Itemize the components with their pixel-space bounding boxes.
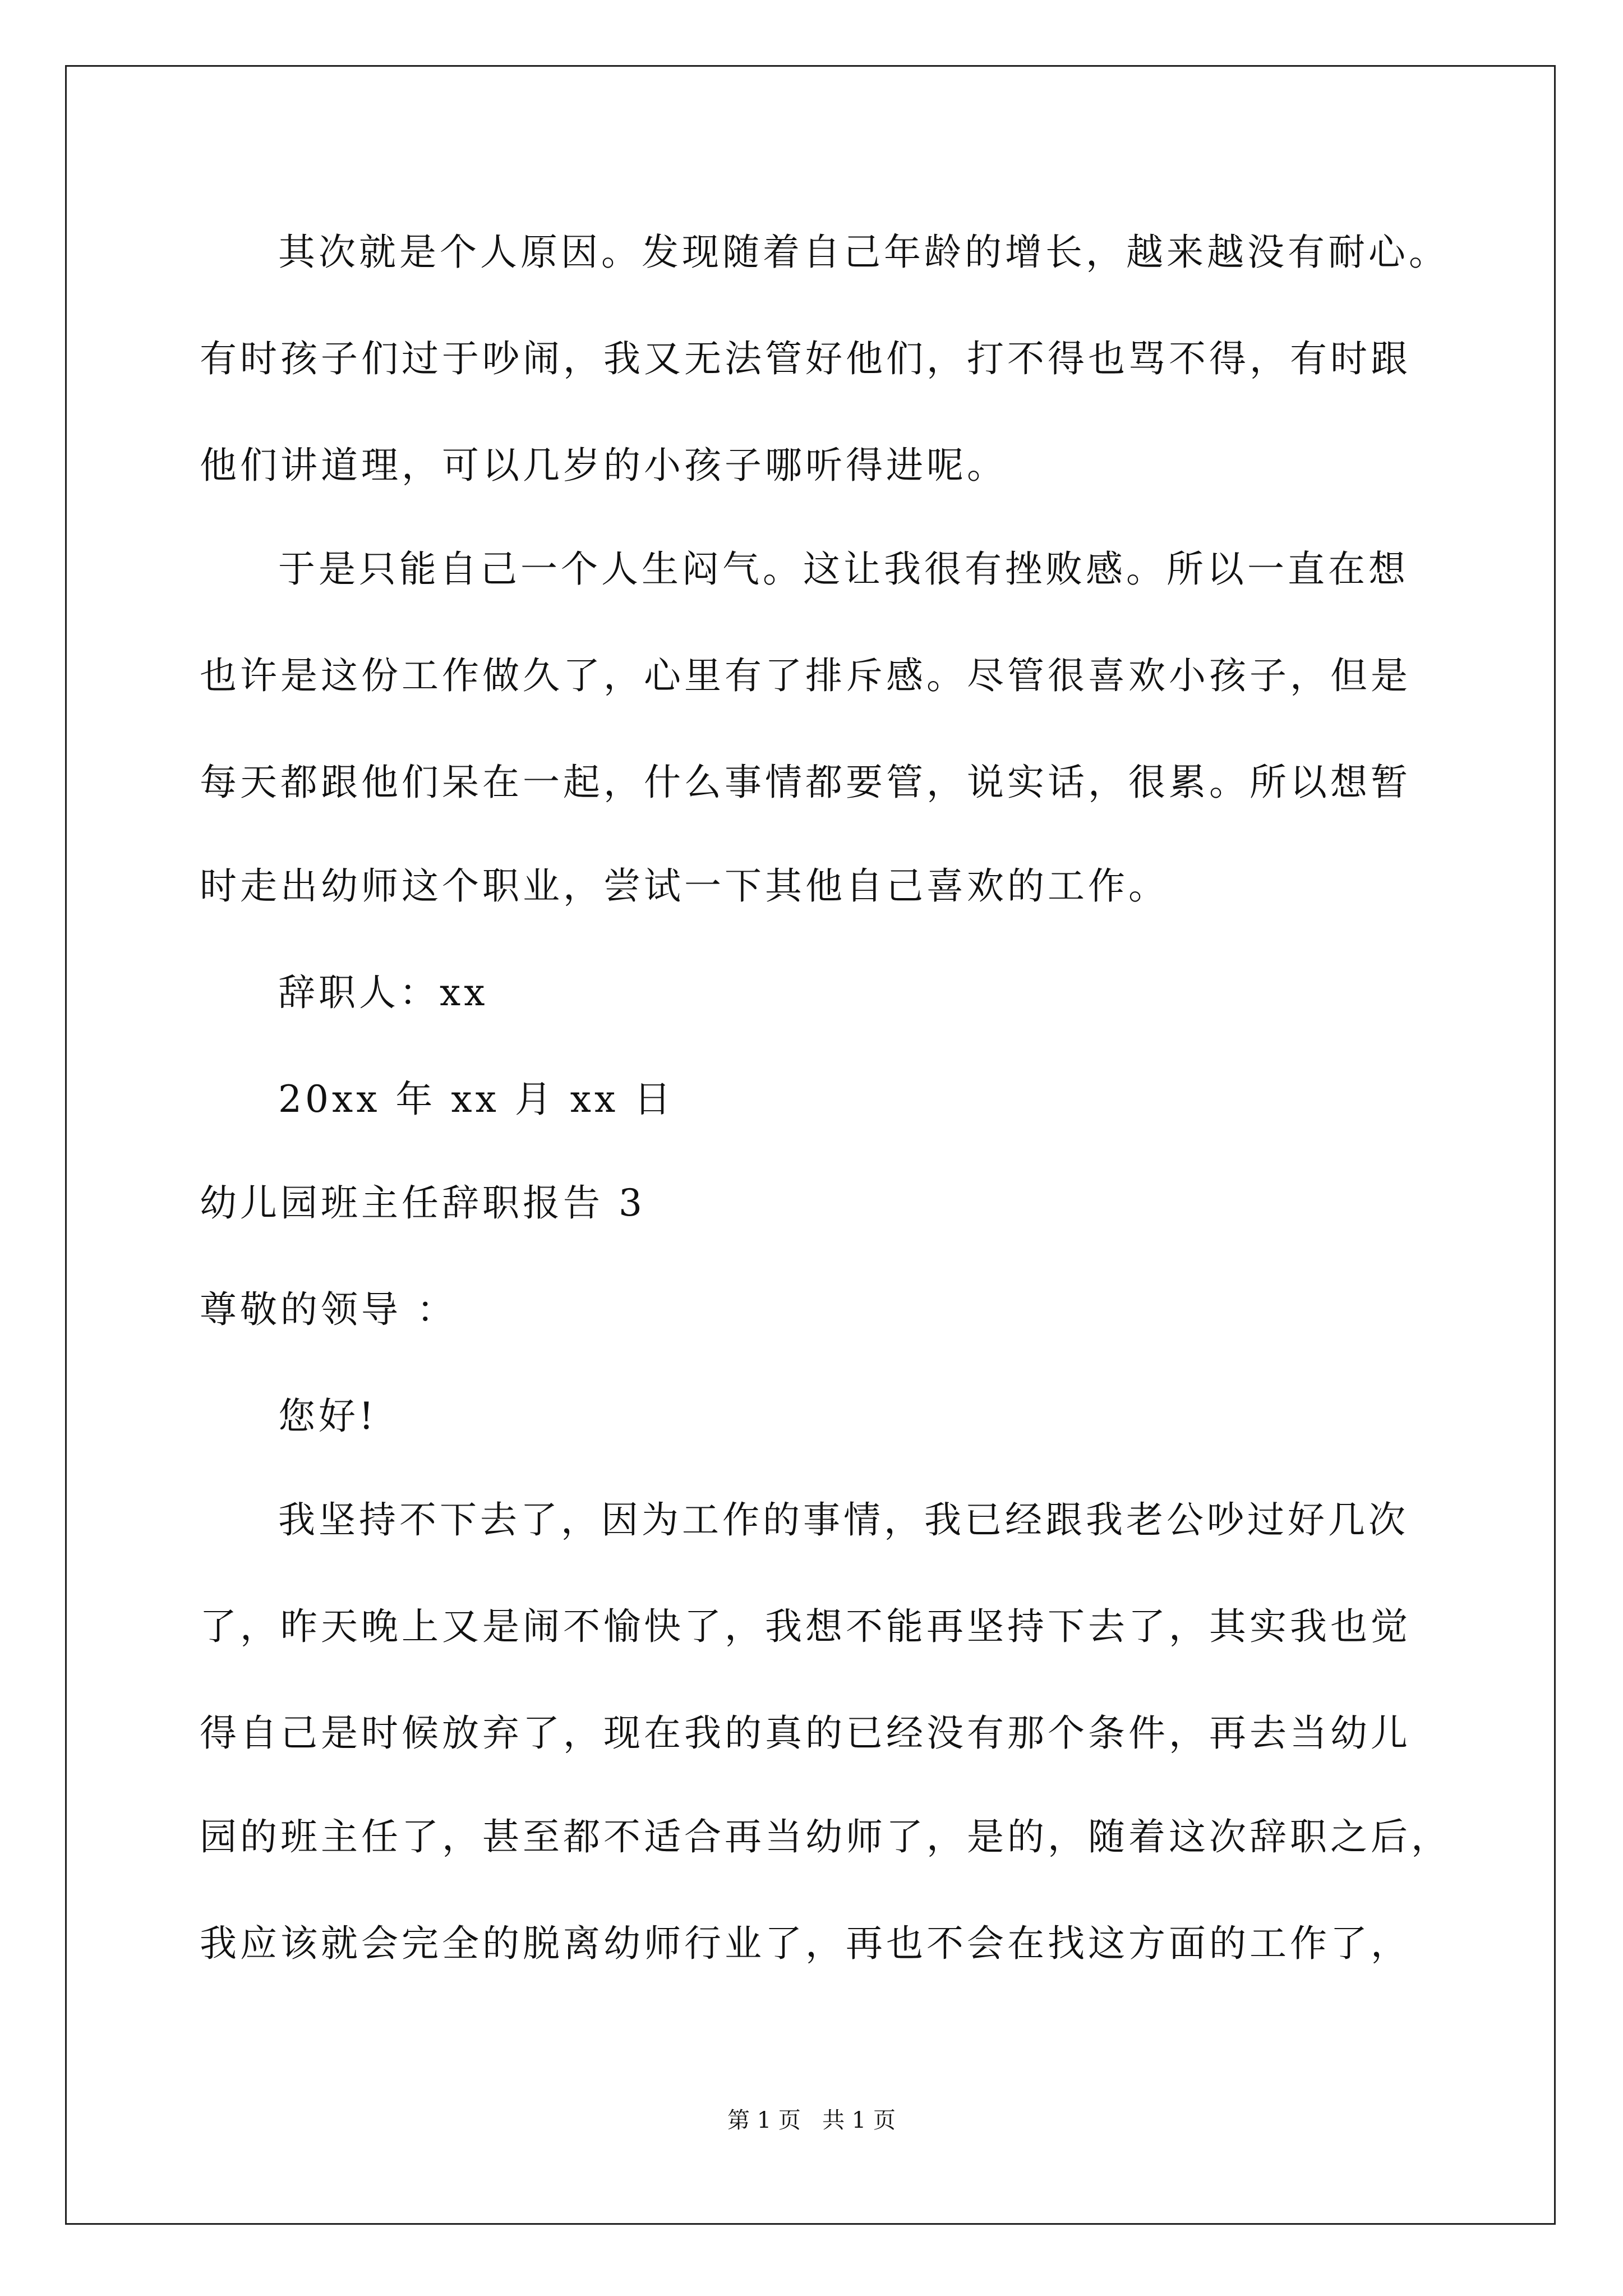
paragraph-line: 有时孩子们过于吵闹，我又无法管好他们，打不得也骂不得，有时跟 bbox=[200, 337, 1411, 380]
paragraph-line: 每天都跟他们呆在一起，什么事情都要管，说实话，很累。所以想暂 bbox=[200, 761, 1411, 804]
paragraph-line: 得自己是时候放弃了，现在我的真的已经没有那个条件，再去当幼儿 bbox=[200, 1711, 1411, 1755]
salutation: 尊敬的领导 ： bbox=[200, 1288, 457, 1331]
greeting: 您好! bbox=[278, 1395, 377, 1438]
paragraph-line: 他们讲道理，可以几岁的小孩子哪听得进呢。 bbox=[200, 444, 1007, 487]
paragraph-line: 也许是这份工作做久了，心里有了排斥感。尽管很喜欢小孩子，但是 bbox=[200, 654, 1411, 697]
paragraph-line: 我应该就会完全的脱离幼师行业了，再也不会在找这方面的工作了， bbox=[200, 1922, 1411, 1965]
paragraph-line: 了，昨天晚上又是闹不愉快了，我想不能再坚持下去了，其实我也觉 bbox=[200, 1605, 1411, 1648]
paragraph-line: 时走出幼师这个职业，尝试一下其他自己喜欢的工作。 bbox=[200, 864, 1169, 908]
report-title: 幼儿园班主任辞职报告 3 bbox=[200, 1181, 645, 1225]
paragraph-line: 我坚持不下去了，因为工作的事情，我已经跟我老公吵过好几次 bbox=[278, 1498, 1409, 1542]
page-number-footer: 第 1 页 共 1 页 bbox=[727, 2108, 896, 2133]
signature-line: 辞职人：xx bbox=[278, 971, 488, 1014]
paragraph-line: 园的班主任了，甚至都不适合再当幼师了，是的，随着这次辞职之后， bbox=[200, 1815, 1451, 1858]
paragraph-line: 其次就是个人原因。发现随着自己年龄的增长，越来越没有耐心。 bbox=[278, 231, 1449, 274]
date-line: 20xx 年 xx 月 xx 日 bbox=[278, 1078, 675, 1121]
page-frame bbox=[65, 65, 1556, 2225]
paragraph-line: 于是只能自己一个人生闷气。这让我很有挫败感。所以一直在想 bbox=[278, 547, 1409, 591]
